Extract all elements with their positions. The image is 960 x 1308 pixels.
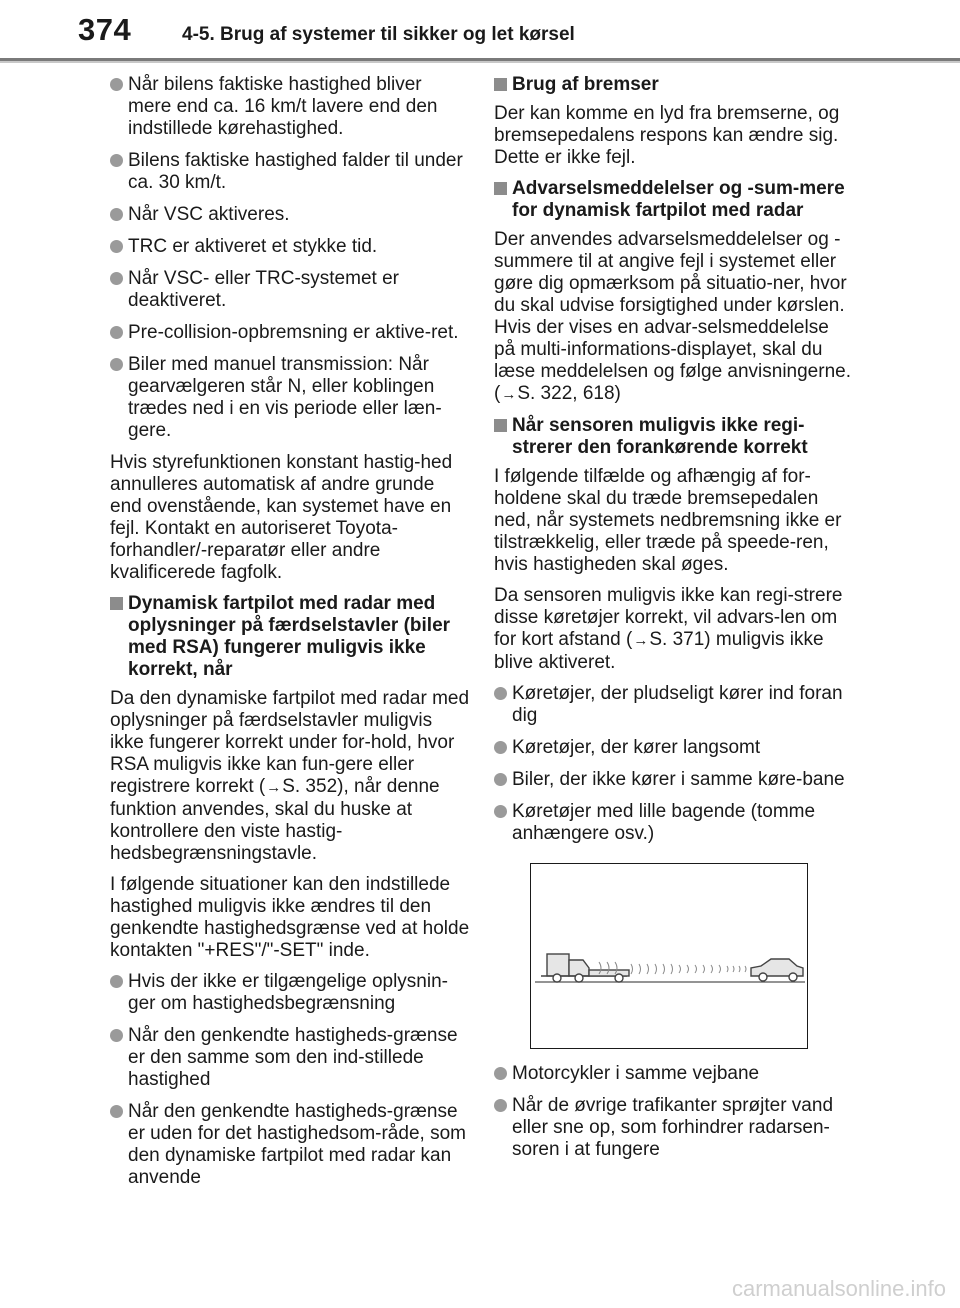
bullet-dot-icon <box>110 326 123 339</box>
paragraph: Da den dynamiske fartpilot med radar med oplysninger på færdselstavler muligvis ikke fungerer korrekt under for-hold, hvor RSA muligvis ikke kan fun-gere eller registrere korrekt (→S. 352), når denne funktion anvendes, skal du huske at kontrollere den viste hastig-hedsbegrænsningstavle. <box>110 688 470 864</box>
list-item: Biler, der ikke kører i samme køre-bane <box>494 769 854 791</box>
bullet-dot-icon <box>110 154 123 167</box>
bullet-dot-icon <box>110 1029 123 1042</box>
bullet-dot-icon <box>494 687 507 700</box>
page-number: 374 <box>78 12 132 47</box>
bullet-dot-icon <box>110 1105 123 1118</box>
bullet-dot-icon <box>110 975 123 988</box>
car-icon <box>751 959 803 981</box>
section-title: 4-5. Brug af systemer til sikker og let kørsel <box>182 24 575 45</box>
page-reference[interactable]: S. 371) <box>649 629 711 650</box>
arrow-right-icon: → <box>266 779 282 796</box>
paragraph: I følgende tilfælde og afhængig af for-holdene skal du træde bremsepedalen ned, når systemets nedbremsning ikke er tilstrækkelig, eller træde på speede-ren, hvis hastigheden skal øges. <box>494 466 842 575</box>
watermark: carmanualsonline.info <box>731 1276 946 1301</box>
truck-and-car-diagram <box>531 864 809 1050</box>
bullet-dot-icon <box>110 240 123 253</box>
list-item: Pre-collision-opbremsning er aktive-ret. <box>110 322 470 344</box>
square-bullet-icon <box>494 78 507 91</box>
paragraph: Hvis styrefunktionen konstant hastig-hed annulleres automatisk af andre grunde end ovenstående, kan systemet have en fejl. Kontakt en autoriseret Toyota-forhandler/-reparatør eller andre kvalificerede fagfolk. <box>110 452 453 583</box>
page-reference[interactable]: S. 352), <box>282 776 349 797</box>
list-item: Køretøjer, der pludseligt kører ind foran dig <box>494 683 854 727</box>
list-item: Når VSC- eller TRC-systemet er deaktiveret. <box>110 268 470 312</box>
list-item: Køretøjer, der kører langsomt <box>494 737 854 759</box>
page-header <box>0 0 960 64</box>
page-reference[interactable]: S. 322, 618) <box>517 383 621 404</box>
bullet-dot-icon <box>110 78 123 91</box>
list-item: Motorcykler i samme vejbane <box>494 1063 854 1085</box>
list-item: Bilens faktiske hastighed falder til under ca. 30 km/t. <box>110 150 470 194</box>
list-item: Køretøjer med lille bagende (tomme anhængere osv.) <box>494 801 854 845</box>
truck-icon <box>541 954 629 982</box>
paragraph: Der kan komme en lyd fra bremserne, og bremsepedalens respons kan ændre sig. Dette er ikke fejl. <box>494 103 840 168</box>
right-column <box>494 74 854 1171</box>
bullet-dot-icon <box>110 358 123 371</box>
list-item: TRC er aktiveret et stykke tid. <box>110 236 470 258</box>
trailer-radar-illustration <box>530 863 808 1049</box>
header-rule-shadow <box>0 61 960 63</box>
square-bullet-icon <box>494 182 507 195</box>
bullet-dot-icon <box>494 741 507 754</box>
paragraph: Da sensoren muligvis ikke kan regi-strere disse køretøjer korrekt, vil advars-len om for kort afstand (→S. 371) muligvis ikke blive aktiveret. <box>494 585 843 673</box>
arrow-right-icon: → <box>633 632 649 649</box>
subheading: Dynamisk fartpilot med radar med oplysninger på færdselstavler (biler med RSA) fungerer muligvis ikke korrekt, når <box>110 593 470 681</box>
bullet-dot-icon <box>110 272 123 285</box>
arrow-right-icon: → <box>501 386 517 403</box>
subheading: Advarselsmeddelelser og -sum-mere for dynamisk fartpilot med radar <box>494 178 854 222</box>
bullet-dot-icon <box>494 1099 507 1112</box>
list-item: Hvis der ikke er tilgængelige oplysnin-ger om hastighedsbegrænsning <box>110 971 470 1015</box>
list-item: Biler med manuel transmission: Når gearvælgeren står N, eller koblingen trædes ned i en vis periode eller læn-gere. <box>110 354 470 442</box>
bullet-dot-icon <box>494 1067 507 1080</box>
left-column <box>110 74 470 1199</box>
subheading: Brug af bremser <box>494 74 854 96</box>
list-item: Når den genkendte hastigheds-grænse er uden for det hastighedsom-råde, som den dynamiske fartpilot med radar kan anvende <box>110 1101 470 1189</box>
list-item: Når de øvrige trafikanter sprøjter vand eller sne op, som forhindrer radarsen-soren i at fungere <box>494 1095 854 1161</box>
bullet-dot-icon <box>110 208 123 221</box>
square-bullet-icon <box>110 597 123 610</box>
list-item: Når bilens faktiske hastighed bliver mere end ca. 16 km/t lavere end den indstillede kørehastighed. <box>110 74 470 140</box>
paragraph: I følgende situationer kan den indstillede hastighed muligvis ikke ændres til den genkendte hastighedsgrænse ved at holde kontakten "+RES"/"-SET" inde. <box>110 874 470 961</box>
subheading: Når sensoren muligvis ikke regi-strerer den forankørende korrekt <box>494 415 854 459</box>
paragraph: Der anvendes advarselsmeddelelser og -summere til at angive fejl i systemet eller gøre dig opmærksom på situatio-ner, hvor du skal udvise forsigtighed under kørslen. Hvis der vises en advar-selsmeddelelse på multi-informations-displayet, skal du læse meddelelsen og følge anvisningerne. (→S. 322, 618) <box>494 229 851 404</box>
square-bullet-icon <box>494 419 507 432</box>
list-item: Når VSC aktiveres. <box>110 204 470 226</box>
list-item: Når den genkendte hastigheds-grænse er den samme som den ind-stillede hastighed <box>110 1025 470 1091</box>
bullet-dot-icon <box>494 773 507 786</box>
bullet-dot-icon <box>494 805 507 818</box>
